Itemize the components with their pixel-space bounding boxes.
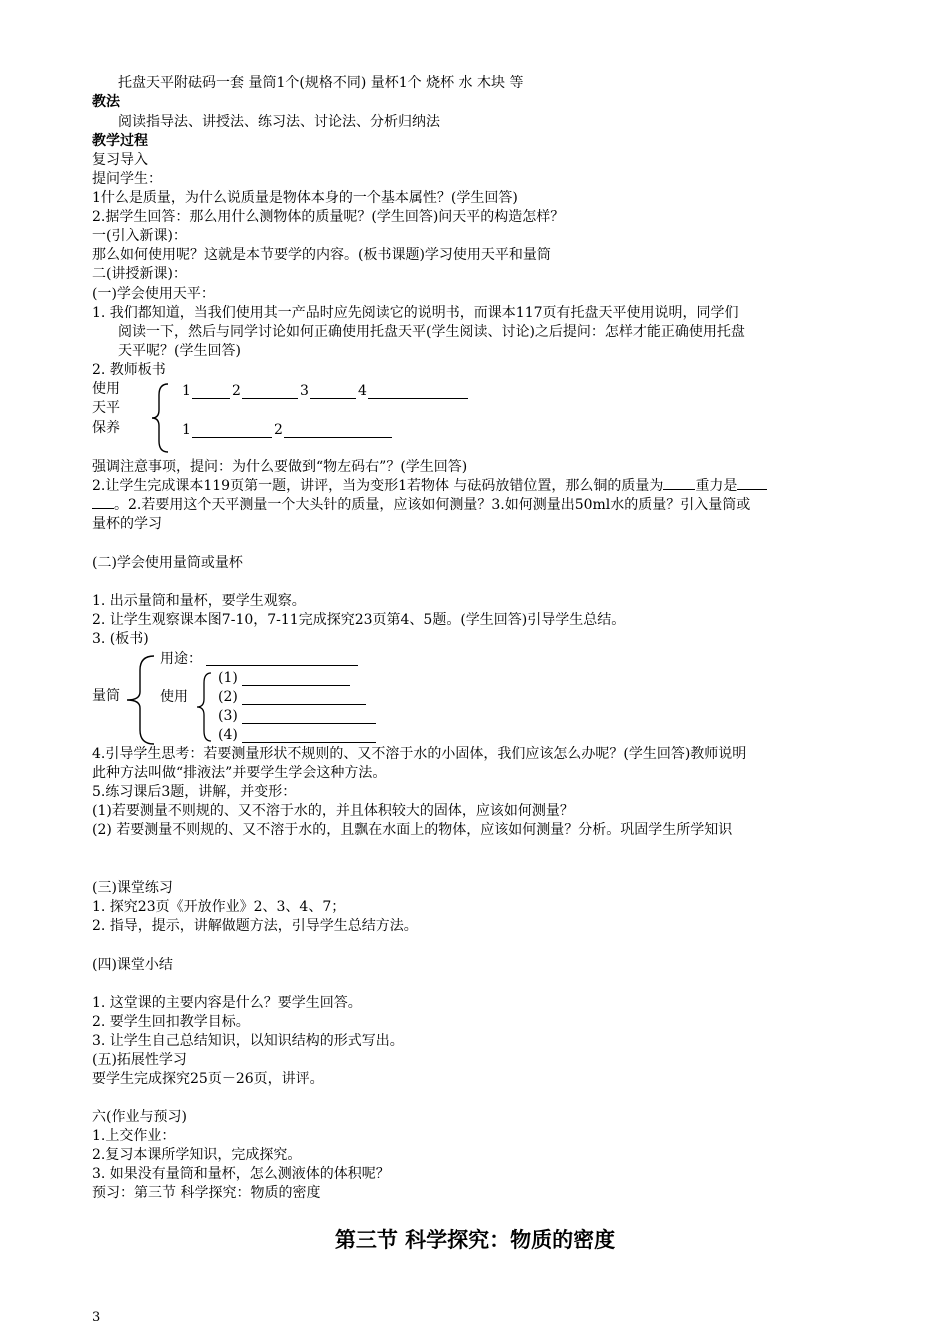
gravity-blank-a: [737, 477, 767, 490]
section-3-item-2: 2. 指导，提示，讲解做题方法，引导学生总结方法。: [92, 918, 418, 934]
section-4-item-2: 2. 要学生回扣教学目标。: [92, 1014, 250, 1030]
preview-text: 预习：第三节 科学探究：物质的密度: [92, 1185, 321, 1201]
method-heading: 教法: [92, 94, 120, 110]
gravity-blank-b: [92, 496, 114, 509]
question-2: 2.据学生回答：那么用什么测物体的质量呢？(学生回答)问天平的构造怎样？: [92, 209, 565, 225]
exercise-2-text-1: 2.让学生完成课本119页第一题，讲评，当为变形1若物体 与砝码放错位置，那么铜的质量为: [92, 478, 664, 494]
copper-mass-blank: [663, 477, 695, 490]
cylinder-use-1: (1): [218, 670, 238, 686]
cylinder-use-blank-3: [242, 723, 376, 724]
cylinder-use-blank-1: [242, 685, 350, 686]
cylinder-purpose-blank: [206, 665, 358, 666]
section-4-item-1: 1. 这堂课的主要内容是什么？要学生回答。: [92, 995, 362, 1011]
cylinder-use-label: 使用: [160, 689, 188, 705]
practice-heading: 5.练习课后3题，讲解，并变形：: [92, 784, 297, 800]
section-2-item-2: 2. 让学生观察课本图7-10，7-11完成探究23页第4、5题。(学生回答)引导学生总结。: [92, 612, 626, 628]
board-row1-n2: 2: [232, 383, 241, 399]
board-scale-label: 天平: [92, 400, 120, 416]
section-5-item-1: 要学生完成探究25页－26页，讲评。: [92, 1071, 324, 1087]
board-row1-blank-3: [310, 398, 356, 399]
process-heading: 教学过程: [92, 133, 148, 149]
think-line-a: 4.引导学生思考：若要测量形状不规则的、又不溶于水的小固体，我们应该怎么办呢？(学生回答)教师说明: [92, 746, 747, 762]
board-row2-n1: 1: [182, 422, 191, 438]
part-1-heading: 一(引入新课)：: [92, 228, 187, 244]
cylinder-use-4: (4): [218, 727, 238, 743]
practice-2: (2) 若要测量不则规的、又不溶于水的，且飘在水面上的物体，应该如何测量？分析。巩固学生所学知识: [92, 822, 733, 838]
board-row1-blank-2: [242, 398, 298, 399]
cylinder-use-3: (3): [218, 708, 238, 724]
practice-1: (1)若要测量不则规的、又不溶于水的，并且体积较大的固体，应该如何测量？: [92, 803, 574, 819]
board-row2-blank-2: [284, 437, 392, 438]
cylinder-purpose-label: 用途：: [160, 651, 202, 667]
review-intro: 复习导入: [92, 152, 148, 168]
item-2: 2. 教师板书: [92, 362, 166, 378]
section-4-item-3: 3. 让学生自己总结知识，以知识结构的形式写出。: [92, 1033, 404, 1049]
page-number: 3: [92, 1310, 101, 1325]
board-brace: [150, 383, 172, 453]
cylinder-label: 量筒: [92, 688, 120, 704]
think-line-b: 此种方法叫做“排液法”并要学生学会这种方法。: [92, 765, 387, 781]
section-4-heading: (四)课堂小结: [92, 957, 173, 973]
exercise-2-line-a: [92, 477, 767, 496]
part-1-text: 那么如何使用呢？这就是本节要学的内容。(板书课题)学习使用天平和量筒: [92, 247, 551, 263]
emphasis-text: 强调注意事项，提问：为什么要做到“物左码右”？(学生回答): [92, 459, 468, 475]
board-use-label: 使用: [92, 381, 120, 397]
board-maint-label: 保养: [92, 420, 120, 436]
next-section-title: 第三节 科学探究：物质的密度: [334, 1228, 616, 1252]
cylinder-brace: [124, 654, 156, 746]
cylinder-use-blank-2: [242, 704, 366, 705]
cylinder-use-blank-4: [242, 742, 376, 743]
homework-3: 3. 如果没有量筒和量杯，怎么测液体的体积呢？: [92, 1166, 390, 1182]
cylinder-use-brace: [194, 671, 214, 743]
board-row1-n1: 1: [182, 383, 191, 399]
methods-text: 阅读指导法、讲授法、练习法、讨论法、分析归纳法: [118, 114, 440, 130]
section-1-heading: (一)学会使用天平：: [92, 286, 215, 302]
exercise-2-line-b: [92, 496, 750, 515]
item-1-line-c: 天平呢？(学生回答): [118, 343, 241, 359]
section-2-heading: (二)学会使用量筒或量杯: [92, 555, 243, 571]
section-2-item-1: 1. 出示量筒和量杯，要学生观察。: [92, 593, 306, 609]
item-1-line-b: 阅读一下，然后与同学讨论如何正确使用托盘天平(学生阅读、讨论)之后提问：怎样才能正确使用托盘: [118, 324, 745, 340]
equipment-list: 托盘天平附砝码一套 量筒1个(规格不同) 量杯1个 烧杯 水 木块 等: [118, 75, 524, 91]
section-5-heading: (五)拓展性学习: [92, 1052, 187, 1068]
board-row1-blank-1: [192, 398, 230, 399]
ask-students: 提问学生：: [92, 171, 162, 187]
homework-2: 2.复习本课所学知识，完成探究。: [92, 1147, 302, 1163]
homework-1: 1.上交作业：: [92, 1128, 176, 1144]
section-3-item-1: 1. 探究23页《开放作业》2、3、4、7；: [92, 899, 346, 915]
part-2-heading: 二(讲授新课)：: [92, 266, 187, 282]
section-2-item-3: 3. (板书): [92, 631, 149, 647]
cylinder-use-2: (2): [218, 689, 238, 705]
board-row2-n2: 2: [274, 422, 283, 438]
board-row1-blank-4: [368, 398, 468, 399]
question-1: 1什么是质量，为什么说质量是物体本身的一个基本属性？(学生回答): [92, 190, 518, 206]
item-1-line-a: 1. 我们都知道，当我们使用其一产品时应先阅读它的说明书，而课本117页有托盘天平使用说明，同学们: [92, 305, 739, 321]
section-3-heading: (三)课堂练习: [92, 880, 173, 896]
board-row1-n4: 4: [358, 383, 367, 399]
exercise-2-text-3: 。2.若要用这个天平测量一个大头针的质量，应该如何测量？3.如何测量出50ml水的质量？引入量筒或: [114, 497, 751, 513]
exercise-2-text-2: 重力是: [695, 478, 738, 494]
part-6-heading: 六(作业与预习): [92, 1109, 187, 1125]
board-row1-n3: 3: [300, 383, 309, 399]
exercise-2-line-c: 量杯的学习: [92, 516, 162, 532]
board-row2-blank-1: [192, 437, 272, 438]
